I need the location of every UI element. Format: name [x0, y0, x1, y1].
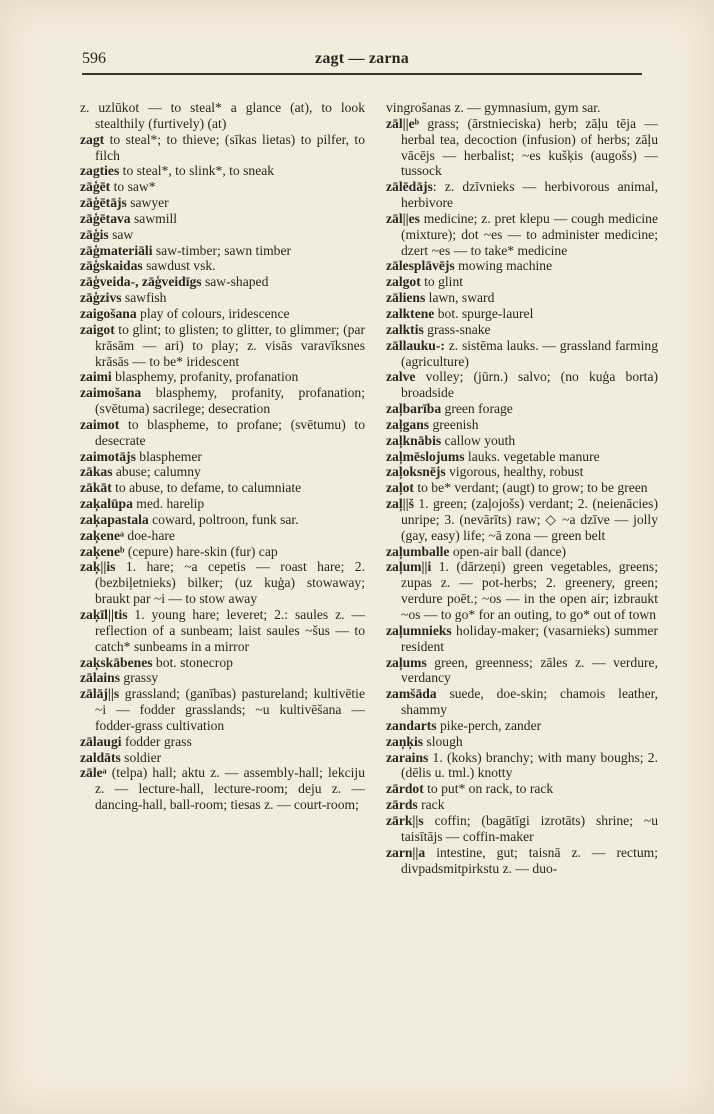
entry-definition: grassland; (ganības) pastureland; kultivētie ~i — fodder grasslands; ~u kultivēšana — fodder-grass cultivation: [95, 686, 365, 733]
entry-definition: : z. dzīvnieks — herbivorous animal, herbivore: [401, 179, 658, 211]
entry-definition: blasphemer: [135, 448, 202, 464]
entry-definition: to blaspheme, to profane; (svētumu) to desecrate: [95, 416, 365, 448]
dictionary-entry: [386, 401, 658, 417]
entry-definition: sawfish: [121, 290, 167, 306]
page-header: [82, 50, 642, 72]
entry-headword: zāģskaidas: [80, 258, 143, 274]
entry-headword: zaķīl||tis: [80, 607, 128, 622]
entry-headword: zākāt: [80, 480, 112, 496]
dictionary-entry: [386, 449, 658, 465]
entry-headword: zaļoksnējs: [386, 464, 446, 480]
dictionary-entry: [386, 750, 658, 782]
entry-definition: intestine, gut; taisnā z. — rectum; divpadsmitpirkstu z. — duo-: [401, 844, 658, 876]
dictionary-entry: [80, 464, 365, 480]
dictionary-entry: [386, 179, 658, 211]
entry-headword: zaļgans: [386, 416, 430, 432]
dictionary-entry: [386, 734, 658, 750]
entry-definition: (telpa) hall; aktu z. — assembly-hall; lekciju z. — lecture-hall, lecture-room; deju z. — dancing-hall, ball-room; tiesas z. — court-room;: [95, 765, 365, 813]
entry-headword: zākas: [80, 464, 113, 480]
dictionary-entry: [80, 290, 365, 306]
dictionary-entry: [386, 544, 658, 560]
entry-headword: zarn||a: [386, 844, 426, 860]
entry-headword: zaķeneᵇ: [80, 543, 125, 559]
entry-definition: med. harelip: [132, 496, 205, 512]
entry-definition: coward, poltroon, funk sar.: [148, 511, 299, 527]
dictionary-entry: [386, 433, 658, 449]
dictionary-entry: [386, 338, 658, 370]
entry-headword: zāģēt: [80, 179, 111, 195]
dictionary-entry: [386, 623, 658, 655]
entry-definition: 1. green; (zaļojošs) verdant; 2. (neienācies) unripe; 3. (nevārīts) raw; ◇ ~a dzīve — jolly (gay, easy) life; ~ā zona — green belt: [401, 496, 658, 543]
dictionary-entry: [80, 211, 365, 227]
entry-definition: 1. (koks) branchy; with many boughs; 2. (dēlis u. tml.) knotty: [401, 749, 658, 781]
entry-headword: zālains: [80, 670, 121, 686]
dictionary-entry: [80, 385, 365, 417]
entry-definition: grassy: [120, 670, 159, 686]
entry-definition: open-air ball (dance): [449, 543, 567, 559]
entry-headword: zamšāda: [386, 686, 437, 702]
dictionary-entry: [80, 750, 365, 766]
entry-headword: zaļot: [386, 480, 414, 496]
entry-headword: zaļumnieks: [386, 622, 452, 638]
entry-definition: green forage: [441, 401, 513, 417]
entry-headword: zārk||s: [386, 812, 424, 828]
entry-headword: zagt: [80, 131, 105, 147]
entry-definition: to saw*: [110, 179, 156, 195]
dictionary-entry: [386, 369, 658, 401]
entry-definition: medicine; z. pret klepu — cough medicine (mixture); dot ~es — to administer medicine; dzert ~es — to take* medicine: [401, 210, 658, 258]
entry-definition: fodder grass: [121, 733, 192, 749]
entry-headword: zaķskābenes: [80, 654, 153, 670]
dictionary-entry: [80, 243, 365, 259]
entry-headword: zāleᵃ: [80, 765, 107, 781]
entry-headword: zaļknābis: [386, 432, 442, 448]
entry-definition: soldier: [120, 749, 162, 765]
page-number: 596: [82, 50, 106, 67]
dictionary-entry: [80, 670, 365, 686]
dictionary-entry: [80, 132, 365, 164]
header-rule: [82, 73, 642, 75]
dictionary-entry: [386, 211, 658, 259]
dictionary-entry: [80, 480, 365, 496]
dictionary-entry: [80, 655, 365, 671]
dictionary-entry: [386, 290, 658, 306]
entry-headword: zālāj||s: [80, 686, 120, 702]
entry-headword: zaņķis: [386, 733, 424, 749]
entry-headword: zāllauku-:: [386, 337, 445, 353]
entry-headword: zālesplāvējs: [386, 258, 455, 274]
entry-definition: to steal*; to thieve; (sīkas lietas) to pilfer, to filch: [95, 131, 365, 163]
entry-definition: doe-hare: [124, 527, 175, 543]
entry-definition: z. sistēma lauks. — grassland farming (agriculture): [401, 337, 658, 369]
entry-headword: zalktene: [386, 305, 435, 321]
dictionary-entry: [386, 116, 658, 179]
dictionary-entry: [80, 559, 365, 607]
dictionary-entry: [386, 781, 658, 797]
dictionary-entry: [386, 797, 658, 813]
dictionary-entry: [80, 195, 365, 211]
entry-headword: zāģētava: [80, 210, 131, 226]
entry-definition: callow youth: [441, 432, 516, 448]
entry-definition: to glint; to glisten; to glitter, to glimmer; (par krāsām — ari) to play; z. visās varavīksnes krāsās — to be* iridescent: [95, 321, 365, 369]
entry-headword: zalgot: [386, 274, 421, 290]
entry-definition: play of colours, iridescence: [136, 305, 290, 321]
entry-definition: to steal*, to slink*, to sneak: [119, 163, 275, 179]
entry-definition: slough: [423, 733, 463, 749]
entry-headword: zaļbarība: [386, 401, 442, 417]
entry-definition: coffin; (bagātīgi izrotāts) shrine; ~u taisītājs — coffin-maker: [401, 812, 658, 844]
entry-definition: abuse; calumny: [112, 464, 201, 480]
dictionary-entry: [386, 417, 658, 433]
running-head: zagt — zarna: [315, 50, 409, 67]
dictionary-entry: [80, 544, 365, 560]
dictionary-entry: [386, 258, 658, 274]
entry-definition: to be* verdant; (augt) to grow; to be green: [413, 480, 648, 496]
entry-definition: bot. spurge-laurel: [434, 305, 534, 321]
entry-definition: mowing machine: [454, 258, 553, 274]
dictionary-entry: [80, 765, 365, 813]
entry-headword: zāl||es: [386, 210, 420, 226]
dictionary-entry: [386, 306, 658, 322]
entry-headword: zālaugi: [80, 733, 122, 749]
entry-headword: zāliens: [386, 290, 426, 306]
entry-headword: zaļum||i: [386, 559, 432, 575]
entry-headword: zāģmateriāli: [80, 242, 153, 258]
entry-headword: zarains: [386, 749, 429, 765]
right-column: [386, 100, 658, 876]
dictionary-entry: [80, 734, 365, 750]
entry-definition: sawmill: [130, 210, 178, 226]
dictionary-entry: [80, 322, 365, 370]
entry-headword: zārds: [386, 797, 418, 813]
dictionary-entry: [80, 686, 365, 734]
dictionary-entry: [386, 813, 658, 845]
entry-definition: vingrošanas z. — gymnasium, gym sar.: [386, 100, 601, 115]
dictionary-entry: [386, 322, 658, 338]
entry-headword: zaķeneᵃ: [80, 527, 124, 543]
entry-headword: zalve: [386, 369, 416, 385]
entry-headword: zāģzivs: [80, 290, 122, 306]
entry-headword: zaimotājs: [80, 448, 136, 464]
entry-definition: saw-timber; sawn timber: [152, 242, 292, 258]
entry-definition: blasphemy, profanity, profanation; (svētuma) sacrilege; desecration: [95, 385, 365, 417]
left-column: [80, 100, 365, 813]
entry-headword: zaļumballe: [386, 543, 450, 559]
entry-definition: sawyer: [126, 195, 169, 211]
dictionary-entry: [386, 464, 658, 480]
entry-headword: zaldāts: [80, 749, 121, 765]
entry-definition: lawn, sward: [425, 290, 495, 306]
dictionary-entry: [386, 559, 658, 622]
entry-definition: to abuse, to defame, to calumniate: [111, 480, 302, 496]
dictionary-entry: [80, 274, 365, 290]
dictionary-entry: [386, 686, 658, 718]
entry-definition: 1. hare; ~a cepetis — roast hare; 2. (bezbiļetnieks) bilker; (uz kuģa) stowaway; braukt par ~i — to stow away: [95, 559, 365, 607]
entry-headword: zāģis: [80, 226, 109, 242]
dictionary-entry: [386, 274, 658, 290]
entry-definition: volley; (jūrn.) salvo; (no kuģa borta) broadside: [401, 369, 658, 401]
entry-headword: zaķapastala: [80, 511, 149, 527]
entry-headword: zaķ||is: [80, 559, 116, 575]
entry-definition: pike-perch, zander: [436, 717, 542, 733]
entry-definition: suede, doe-skin; chamois leather, shammy: [401, 686, 658, 718]
entry-definition: vigorous, healthy, robust: [445, 464, 584, 480]
entry-definition: green, greenness; zāles z. — verdure, verdancy: [401, 654, 658, 686]
entry-headword: zāģveida-, zāģveidīgs: [80, 274, 202, 290]
dictionary-entry: [386, 845, 658, 877]
entry-definition: 1. (dārzeņi) green vegetables, greens; zupas z. — pot-herbs; 2. greenery, green; verdure poēt.; ~os — in the open air; izbraukt ~os — to go* for an outing, to go* out of town: [401, 559, 658, 622]
entry-headword: zagties: [80, 163, 120, 179]
entry-headword: zārdot: [386, 781, 424, 797]
entry-headword: zaķalūpa: [80, 496, 133, 512]
entry-headword: zaļmēslojums: [386, 448, 465, 464]
dictionary-entry: [80, 417, 365, 449]
dictionary-entry: [80, 163, 365, 179]
entry-headword: zaimošana: [80, 385, 142, 401]
entry-definition: saw: [108, 226, 134, 242]
entry-headword: zandarts: [386, 717, 437, 733]
entry-definition: grass-snake: [423, 321, 491, 337]
entry-definition: 1. young hare; leveret; 2.: saules z. — reflection of a sunbeam; laist saules ~šus — to catch* sunbeams in a mirror: [95, 607, 365, 654]
dictionary-entry: [80, 227, 365, 243]
dictionary-entry: [80, 100, 365, 132]
entry-definition: sawdust vsk.: [142, 258, 216, 274]
entry-headword: zaigošana: [80, 305, 137, 321]
entry-headword: zaimot: [80, 416, 120, 432]
dictionary-entry: [80, 258, 365, 274]
entry-definition: (cepure) hare-skin (fur) cap: [124, 543, 278, 559]
entry-headword: zāl||eᵇ: [386, 115, 420, 131]
entry-definition: rack: [417, 797, 445, 813]
entry-headword: zāģētājs: [80, 195, 127, 211]
entry-definition: saw-shaped: [201, 274, 269, 290]
dictionary-entry: [80, 528, 365, 544]
entry-headword: zalktis: [386, 321, 424, 337]
entry-definition: holiday-maker; (vasarnieks) summer resident: [401, 622, 658, 654]
dictionary-entry: [386, 480, 658, 496]
entry-definition: greenish: [429, 416, 479, 432]
entry-headword: zaigot: [80, 321, 115, 337]
dictionary-entry: [80, 179, 365, 195]
entry-headword: zaļums: [386, 654, 427, 670]
dictionary-entry: [80, 512, 365, 528]
entry-definition: to glint: [420, 274, 464, 290]
entry-headword: zālēdājs: [386, 179, 433, 195]
dictionary-entry: [386, 655, 658, 687]
dictionary-entry: [80, 369, 365, 385]
entry-headword: zaļ||š: [386, 496, 414, 512]
dictionary-entry: [80, 496, 365, 512]
dictionary-entry: [80, 607, 365, 655]
dictionary-entry: [386, 100, 658, 116]
dictionary-entry: [80, 449, 365, 465]
dictionary-entry: [386, 496, 658, 544]
entry-definition: bot. stonecrop: [152, 654, 233, 670]
entry-definition: lauks. vegetable manure: [464, 448, 600, 464]
entry-definition: z. uzlūkot — to steal* a glance (at), to look stealthily (furtively) (at): [80, 100, 365, 131]
entry-definition: grass; (ārstnieciska) herb; zāļu tēja — herbal tea, decoction (infusion) of herbs; zāļu vācējs — herbalist; ~es kušķis (augošs) — tussock: [401, 115, 658, 179]
dictionary-entry: [386, 718, 658, 734]
entry-definition: to put* on rack, to rack: [423, 781, 554, 797]
entry-definition: blasphemy, profanity, profanation: [111, 369, 299, 385]
dictionary-entry: [80, 306, 365, 322]
entry-headword: zaimi: [80, 369, 112, 385]
